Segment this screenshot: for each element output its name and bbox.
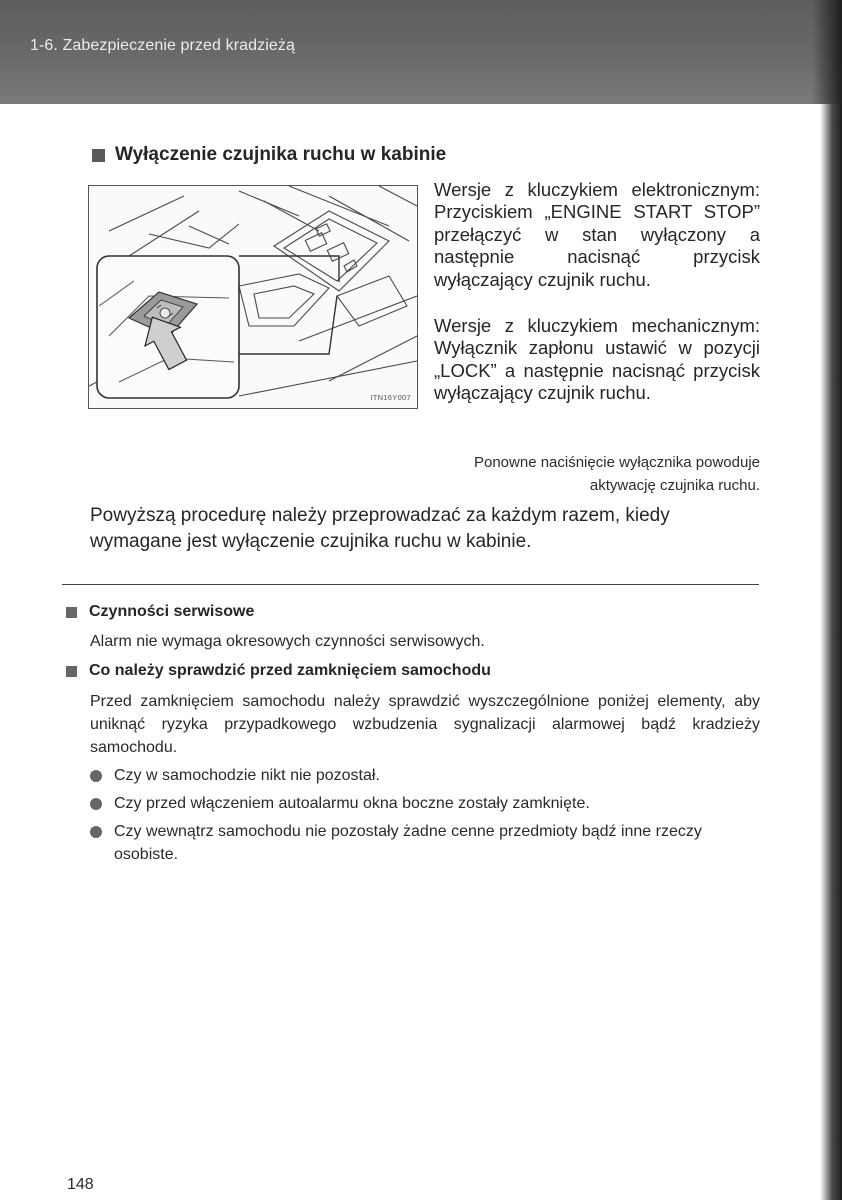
section-heading-text: Wyłączenie czujnika ruchu w kabinie [115,144,447,165]
instruction-mechanical-key: Wersje z kluczykiem mechanicznym: Wyłącznik zapłonu ustawić w pozycji „LOCK” a następnie nacisnąć przycisk wyłączający czujnik ruchu. [434,315,760,404]
list-item [90,792,760,815]
checklist-intro: Przed zamknięciem samochodu należy sprawdzić wyszczególnione poniżej elementy, aby uniknąć ryzyka przypadkowego wzbudzenia sygnalizacji alarmowej bądź kradzieży samochodu. [90,693,760,756]
list-item [90,764,760,787]
section-heading [92,144,446,166]
subheading-checklist-text: Co należy sprawdzić przed zamknięciem samochodu [89,662,491,679]
checklist [90,764,760,871]
procedure-note: Powyższą procedurę należy przeprowadzać za każdym razem, kiedy wymagane jest wyłączenie czujnika ruchu w kabinie. [90,505,670,552]
page-edge-shadow [820,104,842,1200]
square-bullet-icon [66,666,77,677]
round-bullet-icon [90,770,102,782]
service-text: Alarm nie wymaga okresowych czynności serwisowych. [90,633,485,650]
instruction-electronic-key: Wersje z kluczykiem elektronicznym: Przyciskiem „ENGINE START STOP” przełączyć w stan wyłączony a następnie nacisnąć przycisk wyłączający czujnik ruchu. [434,179,760,290]
list-item-text: Czy wewnątrz samochodu nie pozostały żadne cenne przedmioty bądź inne rzeczy osobiste. [114,823,702,863]
list-item-text: Czy przed włączeniem autoalarmu okna boczne zostały zamknięte. [114,795,590,812]
illustration-motion-sensor-switch [88,185,418,409]
subheading-checklist [66,662,491,680]
header-bar [0,0,842,104]
square-bullet-icon [92,149,105,162]
chapter-title: 1-6. Zabezpieczenie przed kradzieżą [30,37,295,54]
ceiling-console-drawing [89,186,417,408]
list-item-text: Czy w samochodzie nikt nie pozostał. [114,767,380,784]
subheading-service-text: Czynności serwisowe [89,603,255,620]
subheading-service [66,603,254,621]
figure-code: ITN16Y007 [370,393,411,402]
section-divider [62,584,759,585]
note-reactivation: Ponowne naciśnięcie wyłącznika powoduje aktywację czujnika ruchu. [473,454,760,494]
round-bullet-icon [90,826,102,838]
round-bullet-icon [90,798,102,810]
list-item [90,820,760,866]
square-bullet-icon [66,607,77,618]
page-number: 148 [67,1176,94,1193]
